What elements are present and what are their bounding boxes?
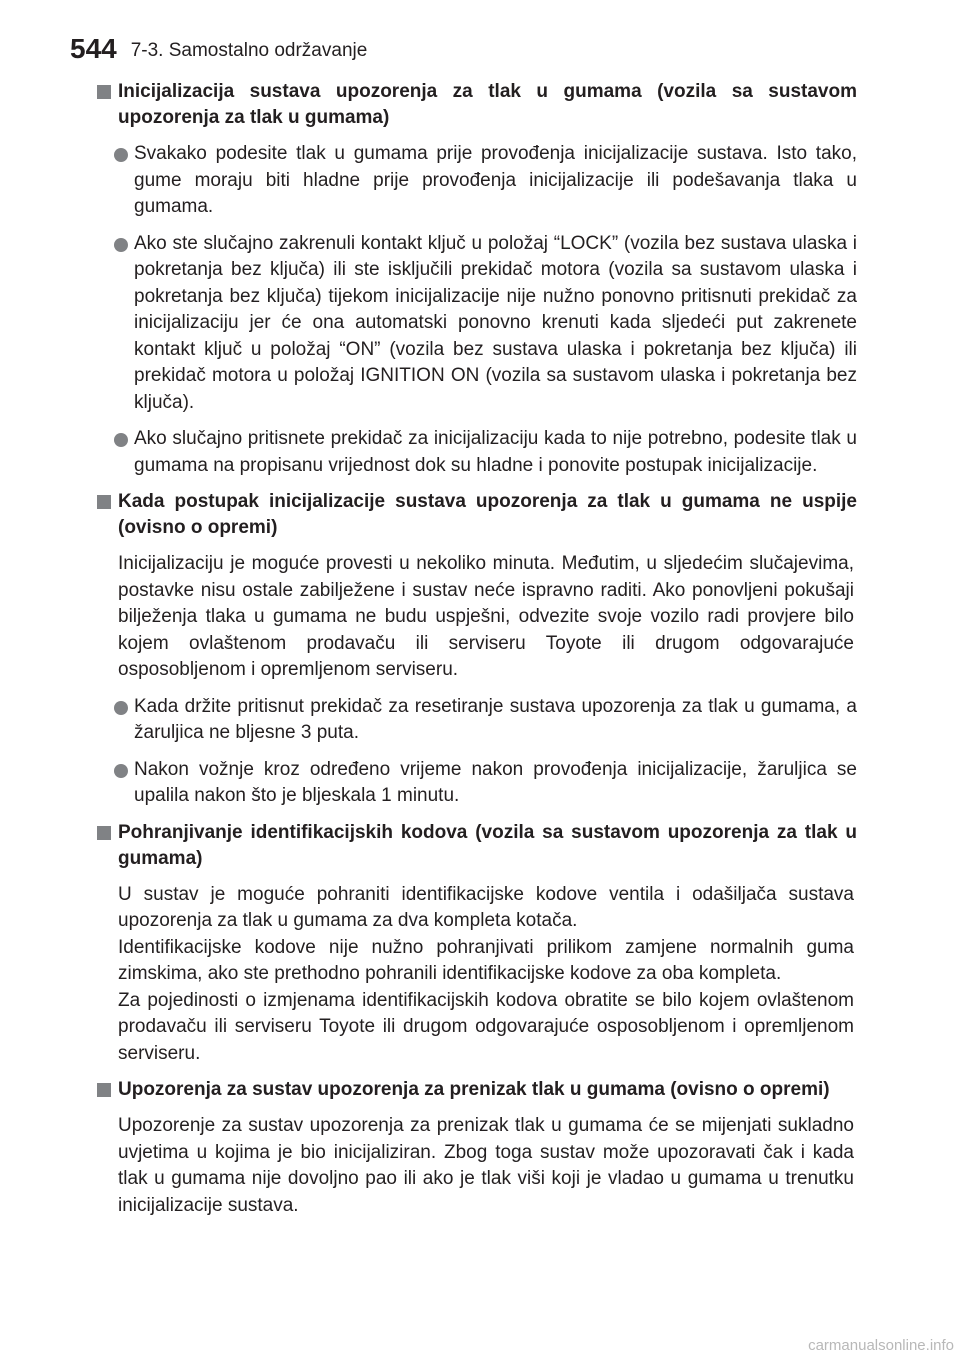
section-title: 7-3. Samostalno održavanje bbox=[130, 40, 368, 61]
watermark: carmanualsonline.info bbox=[808, 1337, 954, 1354]
round-bullet-icon bbox=[114, 148, 128, 162]
bullet-text: Svakako podesite tlak u gumama prije provođenja inicijalizacije sustava. Isto tako, gume moraju biti hladne prije provođenja inicijalizacije ili podešavanja tlaka u gumama. bbox=[134, 143, 857, 217]
bullet-text: Ako slučajno pritisnete prekidač za inicijalizaciju kada to nije potrebno, podesite tlak u gumama na propisanu vrijednost dok su hladne i ponovite postupak inicijalizacije. bbox=[134, 428, 857, 476]
round-bullet-icon bbox=[114, 701, 128, 715]
bullet-text: Kada držite pritisnut prekidač za resetiranje sustava upozorenja za tlak u gumama, a žaruljica ne bljesne 3 puta. bbox=[134, 695, 857, 743]
square-bullet-icon bbox=[97, 495, 111, 509]
bullet-item bbox=[97, 231, 857, 417]
section-heading-text: Pohranjivanje identifikacijskih kodova (vozila sa sustavom upozorenja za tlak u gumama) bbox=[118, 821, 857, 869]
round-bullet-icon bbox=[114, 238, 128, 252]
body-paragraph: Inicijalizaciju je moguće provesti u nekoliko minuta. Međutim, u sljedećim slučajevima, postavke nisu ostale zabilježene i sustav neće ispravno raditi. Ako ponovljeni pokušaji bilježenja tlaka u gumama ne budu uspješni, odvezite svoje vozilo radi provjere bilo kojem ovlaštenom prodavaču ili serviseru Toyote ili drugom odgovarajuće osposobljenom i opremljenom serviseru. bbox=[118, 553, 854, 680]
page-content bbox=[97, 79, 857, 1229]
section-heading bbox=[97, 489, 857, 541]
bullet-item bbox=[97, 426, 857, 479]
bullet-item bbox=[97, 141, 857, 221]
section-heading-text: Upozorenja za sustav upozorenja za prenizak tlak u gumama (ovisno o opremi) bbox=[118, 1079, 830, 1100]
section-heading bbox=[97, 79, 857, 131]
section-heading bbox=[97, 820, 857, 872]
body-paragraph: Upozorenje za sustav upozorenja za prenizak tlak u gumama će se mijenjati sukladno uvjetima u kojima je bio inicijaliziran. Zbog toga sustav može upozoravati čak i kada tlak u gumama nije dovoljno pao ili ako je tlak viši koji je vladao u gumama u trenutku inicijalizacije sustava. bbox=[118, 1115, 854, 1216]
bullet-text: Ako ste slučajno zakrenuli kontakt ključ u položaj “LOCK” (vozila bez sustava ulaska i pokretanja bez ključa) ili ste isključili prekidač motora (vozila sa sustavom ulaska i pokretanja bez ključa) tijekom inicijalizacije nije nužno ponovno pritisnuti prekidač za inicijalizaciju jer će ona automatski ponovno krenuti kada sljedeći put zakrenete kontakt ključ u položaj “ON” (vozila bez sustava ulaska i pokretanja bez ključa) ili prekidač motora u položaj IGNITION ON (vozila sa sustavom ulaska i pokretanja bez ključa). bbox=[134, 232, 857, 413]
round-bullet-icon bbox=[114, 433, 128, 447]
section-heading-text: Kada postupak inicijalizacije sustava upozorenja za tlak u gumama ne uspije (ovisno o opremi) bbox=[118, 491, 857, 538]
body-paragraph-line: Identifikacijske kodove nije nužno pohranjivati prilikom zamjene normalnih guma zimskima, ako ste prethodno pohranili identifikacijske kodove za oba kompleta. bbox=[118, 936, 854, 984]
round-bullet-icon bbox=[114, 764, 128, 778]
body-paragraph-line: Za pojedinosti o izmjenama identifikacijskih kodova obratite se bilo kojem ovlaštenom prodavaču ili serviseru Toyote ili drugom odgovarajuće osposobljenom i opremljenom serviseru. bbox=[118, 989, 854, 1064]
bullet-item bbox=[97, 694, 857, 747]
page-number: 544 bbox=[70, 33, 117, 64]
bullet-text: Nakon vožnje kroz određeno vrijeme nakon provođenja inicijalizacije, žaruljica se upalila nakon što je bljeskala 1 minutu. bbox=[134, 758, 857, 806]
bullet-item bbox=[97, 757, 857, 810]
section-heading-text: Inicijalizacija sustava upozorenja za tlak u gumama (vozila sa sustavom upozorenja za tlak u gumama) bbox=[118, 81, 857, 128]
square-bullet-icon bbox=[97, 85, 111, 99]
section-heading bbox=[97, 1077, 857, 1103]
page-header bbox=[70, 24, 367, 64]
square-bullet-icon bbox=[97, 1083, 111, 1097]
body-paragraph-line: U sustav je moguće pohraniti identifikacijske kodove ventila i odašiljača sustava upozorenja za tlak u gumama za dva kompleta kotača. bbox=[118, 883, 854, 931]
square-bullet-icon bbox=[97, 826, 111, 840]
body-paragraph bbox=[97, 882, 857, 1068]
